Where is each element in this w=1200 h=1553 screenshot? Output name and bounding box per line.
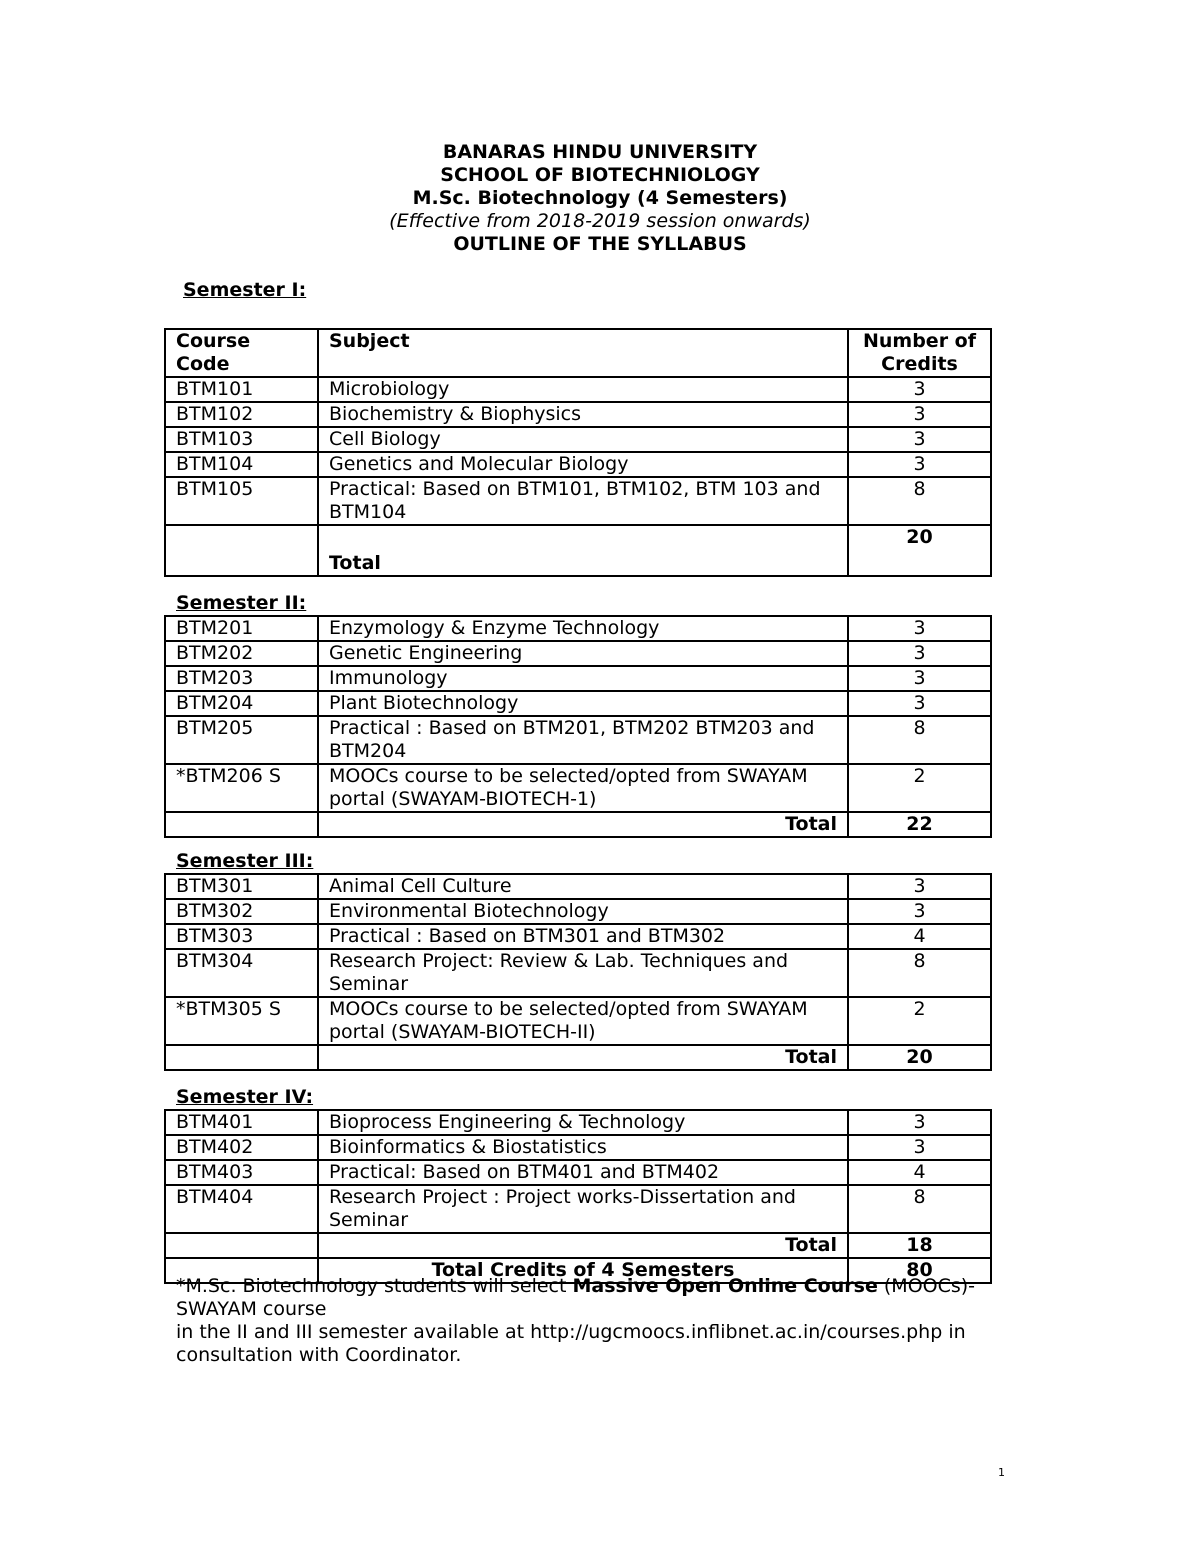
course-credits: 2	[848, 997, 991, 1045]
course-credits: 3	[848, 641, 991, 666]
table-row	[165, 899, 991, 924]
course-credits: 3	[848, 402, 991, 427]
course-credits: 3	[848, 452, 991, 477]
table-row	[165, 377, 991, 402]
course-subject: Practical: Based on BTM101, BTM102, BTM 103 and BTM104	[318, 477, 848, 525]
course-credits: 3	[848, 427, 991, 452]
course-code: BTM104	[165, 452, 318, 477]
course-credits: 3	[848, 691, 991, 716]
effective-note: (Effective from 2018-2019 session onwards)	[389, 210, 811, 232]
table-row	[165, 1110, 991, 1135]
course-credits: 8	[848, 477, 991, 525]
total-value: 20	[848, 525, 991, 576]
course-credits: 4	[848, 924, 991, 949]
table-row	[165, 427, 991, 452]
course-subject: Immunology	[318, 666, 848, 691]
footnote-text-2: (MOOCs)-SWAYAM course	[176, 1275, 976, 1320]
course-code: BTM205	[165, 716, 318, 764]
document-header	[0, 141, 1200, 256]
course-subject: Genetics and Molecular Biology	[318, 452, 848, 477]
grand-total-value: 80	[848, 1258, 991, 1283]
course-subject: Genetic Engineering	[318, 641, 848, 666]
header-subject: Subject	[318, 329, 848, 377]
total-value: 18	[848, 1233, 991, 1258]
course-credits: 3	[848, 899, 991, 924]
course-credits: 8	[848, 716, 991, 764]
course-subject: MOOCs course to be selected/opted from SWAYAM portal (SWAYAM-BIOTECH-1)	[318, 764, 848, 812]
table-row	[165, 1135, 991, 1160]
outline-title: OUTLINE OF THE SYLLABUS	[453, 233, 747, 255]
course-credits: 4	[848, 1160, 991, 1185]
footnote-bold: Massive Open Online Course	[572, 1275, 878, 1297]
course-code: *BTM305 S	[165, 997, 318, 1045]
course-credits: 8	[848, 949, 991, 997]
course-code: BTM303	[165, 924, 318, 949]
course-code: BTM105	[165, 477, 318, 525]
course-credits: 3	[848, 616, 991, 641]
course-code: BTM202	[165, 641, 318, 666]
program-title: M.Sc. Biotechnology (4 Semesters)	[412, 187, 788, 209]
page-number: 1	[998, 1466, 1005, 1479]
course-subject: Research Project : Project works-Dissertation and Seminar	[318, 1185, 848, 1233]
course-subject: Microbiology	[318, 377, 848, 402]
course-subject: Animal Cell Culture	[318, 874, 848, 899]
course-credits: 3	[848, 377, 991, 402]
table-row	[165, 874, 991, 899]
semester-4-heading: Semester IV:	[176, 1086, 314, 1108]
school-title: SCHOOL OF BIOTECHNIOLOGY	[440, 164, 760, 186]
course-subject: MOOCs course to be selected/opted from SWAYAM portal (SWAYAM-BIOTECH-II)	[318, 997, 848, 1045]
semester-3-table	[164, 873, 992, 1071]
table-row	[165, 452, 991, 477]
total-label: Total	[318, 1233, 848, 1258]
course-credits: 2	[848, 764, 991, 812]
table-row	[165, 1160, 991, 1185]
total-row	[165, 1233, 991, 1258]
header-course-code: Course Code	[165, 329, 318, 377]
empty-cell	[165, 1045, 318, 1070]
course-code: BTM204	[165, 691, 318, 716]
course-code: BTM201	[165, 616, 318, 641]
total-value: 22	[848, 812, 991, 837]
course-code: BTM101	[165, 377, 318, 402]
course-code: BTM304	[165, 949, 318, 997]
footnote	[176, 1275, 1006, 1367]
header-credits: Number of Credits	[848, 329, 991, 377]
course-code: BTM103	[165, 427, 318, 452]
course-credits: 3	[848, 666, 991, 691]
total-value: 20	[848, 1045, 991, 1070]
total-label: Total	[318, 812, 848, 837]
total-row	[165, 525, 991, 576]
course-credits: 3	[848, 1110, 991, 1135]
course-code: BTM203	[165, 666, 318, 691]
course-code: BTM401	[165, 1110, 318, 1135]
course-subject: Practical : Based on BTM201, BTM202 BTM203 and BTM204	[318, 716, 848, 764]
empty-cell	[165, 812, 318, 837]
course-subject: Bioinformatics & Biostatistics	[318, 1135, 848, 1160]
table-row	[165, 402, 991, 427]
table-row	[165, 691, 991, 716]
course-credits: 8	[848, 1185, 991, 1233]
course-credits: 3	[848, 874, 991, 899]
table-row	[165, 641, 991, 666]
table-row	[165, 997, 991, 1045]
total-label: Total	[318, 1045, 848, 1070]
empty-cell	[165, 525, 318, 576]
course-code: BTM403	[165, 1160, 318, 1185]
course-credits: 3	[848, 1135, 991, 1160]
footnote-line-2: in the II and III semester available at http://ugcmoocs.inflibnet.ac.in/courses.php in consultation with Coordinator.	[176, 1321, 966, 1366]
course-subject: Bioprocess Engineering & Technology	[318, 1110, 848, 1135]
semester-1-heading: Semester I:	[183, 279, 307, 301]
empty-cell	[165, 1233, 318, 1258]
table-row	[165, 616, 991, 641]
course-subject: Environmental Biotechnology	[318, 899, 848, 924]
semester-2-table	[164, 615, 992, 838]
table-row	[165, 477, 991, 525]
table-row	[165, 716, 991, 764]
table-row	[165, 666, 991, 691]
course-subject: Plant Biotechnology	[318, 691, 848, 716]
table-row	[165, 1185, 991, 1233]
course-subject: Practical : Based on BTM301 and BTM302	[318, 924, 848, 949]
total-row	[165, 1045, 991, 1070]
course-code: *BTM206 S	[165, 764, 318, 812]
total-row	[165, 812, 991, 837]
grand-total-label: Total Credits of 4 Semesters	[318, 1258, 848, 1283]
course-code: BTM402	[165, 1135, 318, 1160]
course-subject: Practical: Based on BTM401 and BTM402	[318, 1160, 848, 1185]
semester-2-heading: Semester II:	[176, 592, 307, 614]
course-subject: Biochemistry & Biophysics	[318, 402, 848, 427]
course-code: BTM301	[165, 874, 318, 899]
course-code: BTM404	[165, 1185, 318, 1233]
table-header-row	[165, 329, 991, 377]
table-row	[165, 764, 991, 812]
course-subject: Cell Biology	[318, 427, 848, 452]
footnote-text: *M.Sc. Biotechnology students will select	[176, 1275, 573, 1297]
course-subject: Research Project: Review & Lab. Techniques and Seminar	[318, 949, 848, 997]
table-row	[165, 949, 991, 997]
total-label: Total	[318, 525, 848, 576]
course-subject: Enzymology & Enzyme Technology	[318, 616, 848, 641]
course-code: BTM102	[165, 402, 318, 427]
semester-1-table	[164, 328, 992, 577]
table-row	[165, 924, 991, 949]
semester-3-heading: Semester III:	[176, 850, 314, 872]
semester-4-table	[164, 1109, 992, 1284]
university-title: BANARAS HINDU UNIVERSITY	[442, 141, 758, 163]
course-code: BTM302	[165, 899, 318, 924]
